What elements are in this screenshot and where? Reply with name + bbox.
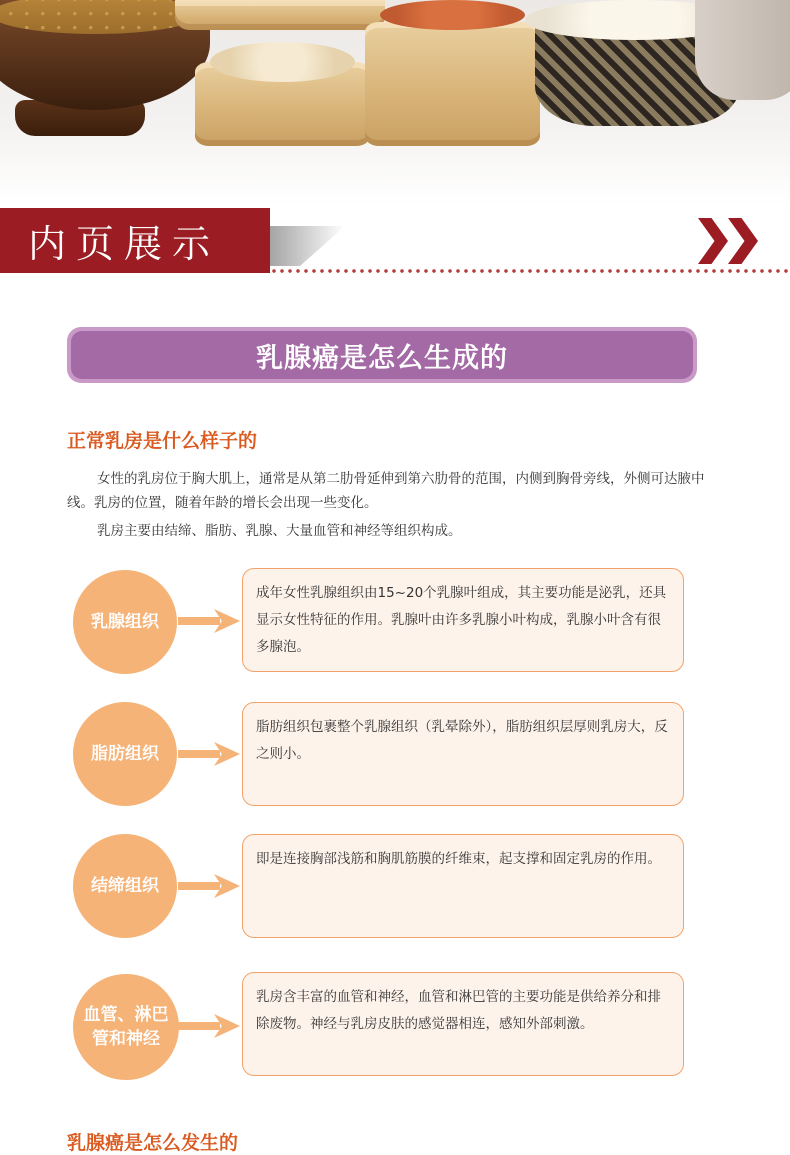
- double-chevron-right-icon: [698, 218, 728, 264]
- section-header-shadow: [270, 226, 345, 266]
- tissue-description: 即是连接胸部浅筋和胸肌筋膜的纤维束，起支撑和固定乳房的作用。: [242, 834, 684, 938]
- subhead-cancer-cause: 乳腺癌是怎么发生的: [67, 1132, 239, 1154]
- tissue-label-circle: [73, 834, 177, 938]
- rice-pile: [210, 42, 355, 82]
- arrow-right-icon: [178, 609, 240, 633]
- tissue-label: 脂肪组织: [91, 744, 159, 764]
- arrow-right-icon: [178, 1014, 240, 1038]
- main-title-banner: [67, 327, 697, 383]
- double-chevron-right-icon: [728, 218, 758, 264]
- tissue-label: 血管、淋巴管和神经: [83, 1005, 169, 1049]
- tissue-description: 脂肪组织包裹整个乳腺组织（乳晕除外），脂肪组织层厚则乳房大，反之则小。: [242, 702, 684, 806]
- dotted-divider: [270, 269, 790, 273]
- bamboo-steamer: [365, 22, 540, 146]
- section-title: 内页展示: [28, 222, 221, 266]
- main-title: 乳腺癌是怎么生成的: [256, 342, 508, 374]
- paragraph-position: 女性的乳房位于胸大肌上，通常是从第二肋骨延伸到第六肋骨的范围，内侧到胸骨旁线，外侧可达腋中线。乳房的位置，随着年龄的增长会出现一些变化。: [67, 471, 705, 511]
- tissue-label: 乳腺组织: [91, 612, 159, 632]
- main-title-inner: [71, 331, 693, 379]
- arrow-right-icon: [178, 874, 240, 898]
- paragraph-composition: 乳房主要由结缔、脂肪、乳腺、大量血管和神经等组织构成。: [97, 523, 462, 539]
- tissue-label-circle: [73, 570, 177, 674]
- arrow-right-icon: [178, 742, 240, 766]
- subhead-normal-breast: 正常乳房是什么样子的: [67, 430, 258, 452]
- tissue-description: 成年女性乳腺组织由15~20个乳腺叶组成，其主要功能是泌乳，还具显示女性特征的作用。乳腺叶由许多乳腺小叶构成，乳腺小叶含有很多腺泡。: [242, 568, 684, 672]
- tissue-description: 乳房含丰富的血管和神经，血管和淋巴管的主要功能是供给养分和排除废物。神经与乳房皮肤的感觉器相连，感知外部刺激。: [242, 972, 684, 1076]
- hero-grain-photo: [0, 0, 790, 205]
- tissue-label-circle: [73, 974, 179, 1080]
- red-rice-pile: [380, 0, 525, 30]
- ceramic-pot: [695, 0, 790, 100]
- bamboo-steamer: [175, 0, 385, 30]
- tissue-label: 结缔组织: [91, 876, 159, 896]
- section-header: [0, 208, 270, 273]
- tissue-label-circle: [73, 702, 177, 806]
